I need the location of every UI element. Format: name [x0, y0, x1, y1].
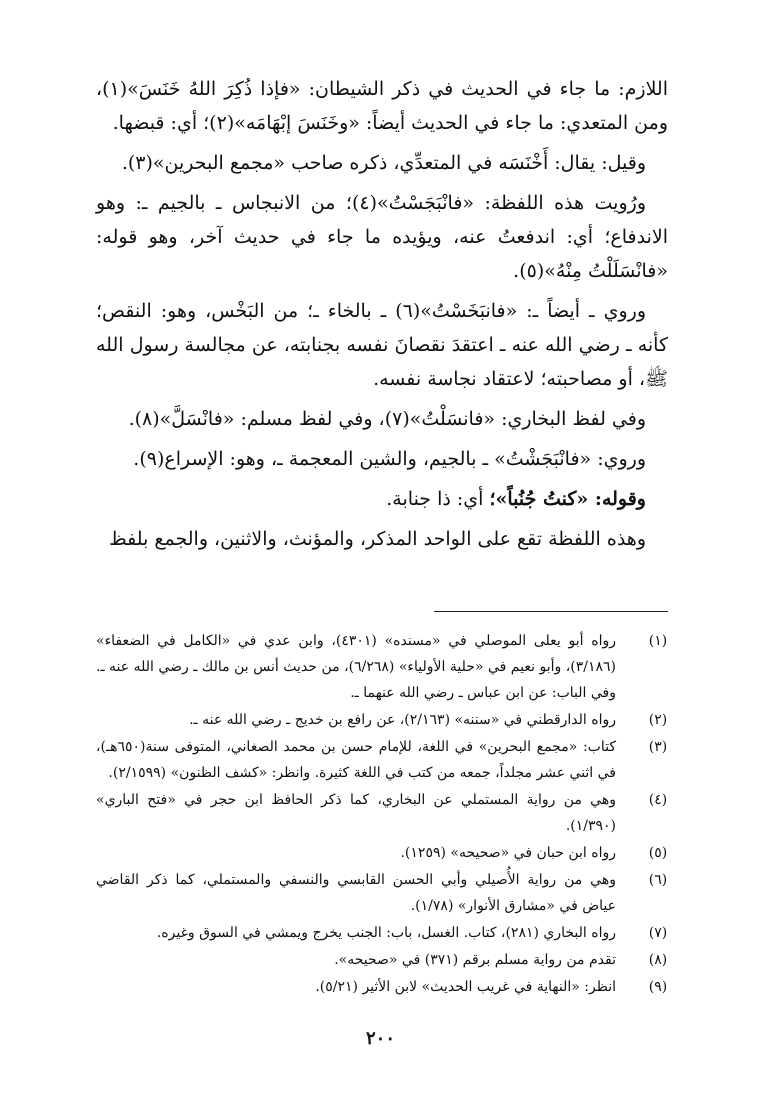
footnote-number: (٨) — [648, 952, 668, 968]
paragraph: وفي لفظ البخاري: «فانسَلْتُ»(٧)، وفي لفظ مسلم: «فانْسَلَّ»(٨). — [128, 408, 646, 430]
footnote-text: وهي من رواية المستملي عن البخاري، كما ذكر الحافظ ابن حجر في «فتح الباري» (١/٣٩٠). — [96, 792, 616, 834]
footnote-text: كتاب: «مجمع البحرين» في اللغة، للإمام حسن بن محمد الصغاني، المتوفى سنة(٦٥٠هـ)، في اثني عشر مجلداً، جمعه من كتب في اللغة كثيرة. وانظر: «كشف الظنون» (٢/١٥٩٩). — [96, 739, 616, 781]
paragraph: وروي ـ أيضاً ـ: «فانبَخَسْتُ»(٦) ـ بالخاء ـ؛ من البَخْس، وهو: النقص؛ كأنه ـ رضي الله عنه ـ اعتقدَ نقصانَ نفسه بجنابته، عن مجالسة رسول الله ﷺ، أو مصاحبته؛ لاعتقاد نجاسة نفسه. — [96, 300, 668, 390]
footnote-text: وهي من رواية الأُصيلي وأبي الحسن القابسي والنسفي والمستملي، كما ذكر القاضي عياض في «مشارق الأنوار» (١/٧٨). — [96, 872, 616, 914]
footnote-number: (٩) — [648, 979, 668, 995]
paragraph-lead: وقوله: «كنتُ جُنُباً»؛ — [489, 488, 646, 510]
paragraph-rest: أي: ذا جنابة. — [386, 488, 490, 510]
footnote-text: رواه ابن حبان في «صحيحه» (١٢٥٩). — [400, 845, 616, 861]
main-text — [96, 72, 668, 562]
footnote — [96, 734, 678, 786]
footnote-number: (٤) — [648, 792, 668, 808]
footnote-text: انظر: «النهاية في غريب الحديث» لابن الأثير (٥/٢١). — [315, 979, 616, 995]
footnote-number: (٧) — [648, 925, 668, 941]
footnote-text: تقدم من رواية مسلم برقم (٣٧١) في «صحيحه». — [334, 952, 616, 968]
footnote-divider — [434, 611, 668, 612]
footnote — [96, 707, 678, 733]
paragraph: وهذه اللفظة تقع على الواحد المذكر، والمؤنث، والاثنين، والجمع بلفظ — [109, 528, 646, 550]
footnotes — [96, 628, 678, 1001]
footnote — [96, 920, 678, 946]
footnote — [96, 628, 678, 706]
footnote — [96, 840, 678, 866]
footnote-number: (٣) — [648, 739, 668, 755]
footnote-text: رواه البخاري (٢٨١)، كتاب. الغسل، باب: الجنب يخرج ويمشي في السوق وغيره. — [156, 925, 616, 941]
footnote-number: (٢) — [648, 712, 668, 728]
paragraph: ورُويت هذه اللفظة: «فانْبَجَسْتُ»(٤)؛ من الانبجاس ـ بالجيم ـ: وهو الاندفاع؛ أي: اندفعتُ عنه، ويؤيده ما جاء في حديث آخر، وهو قوله: «فانْسَلَلْتُ مِنْهُ»(٥). — [96, 192, 668, 282]
footnote-number: (٥) — [648, 845, 668, 861]
footnote-number: (١) — [648, 633, 668, 649]
footnote — [96, 974, 678, 1000]
paragraph: اللازم: ما جاء في الحديث في ذكر الشيطان: «فإذا ذُكِرَ اللهُ خَنَسَ»(١)، ومن المتعدي: ما جاء في الحديث أيضاً: «وخَنَسَ إبْهَامَه»(٢)؛ أي: قبضها. — [96, 78, 668, 134]
footnote — [96, 947, 678, 973]
paragraph: وروي: «فانْبَجَشْتُ» ـ بالجيم، والشين المعجمة ـ، وهو: الإسراع(٩). — [133, 448, 646, 470]
footnote-text: رواه الدارقطني في «سننه» (٢/١٦٣)، عن رافع بن خديج ـ رضي الله عنه ـ. — [189, 712, 616, 728]
footnote-number: (٦) — [648, 872, 668, 888]
paragraph: وقيل: يقال: أَخْنَسَه في المتعدِّي، ذكره صاحب «مجمع البحرين»(٣). — [121, 152, 646, 174]
footnote — [96, 867, 678, 919]
page-number: ٢٠٠ — [365, 1028, 395, 1049]
paragraph — [96, 482, 668, 516]
footnote — [96, 787, 678, 839]
footnote-text: رواه أبو يعلى الموصلي في «مسنده» (٤٣٠١)، وابن عدي في «الكامل في الضعفاء» (٣/١٨٦)، وأبو نعيم في «حلية الأولياء» (٦/٢٦٨)، من حديث أنس بن مالك ـ رضي الله عنه ـ. وفي الباب: عن ابن عباس ـ رضي الله عنهما ـ. — [96, 633, 616, 701]
